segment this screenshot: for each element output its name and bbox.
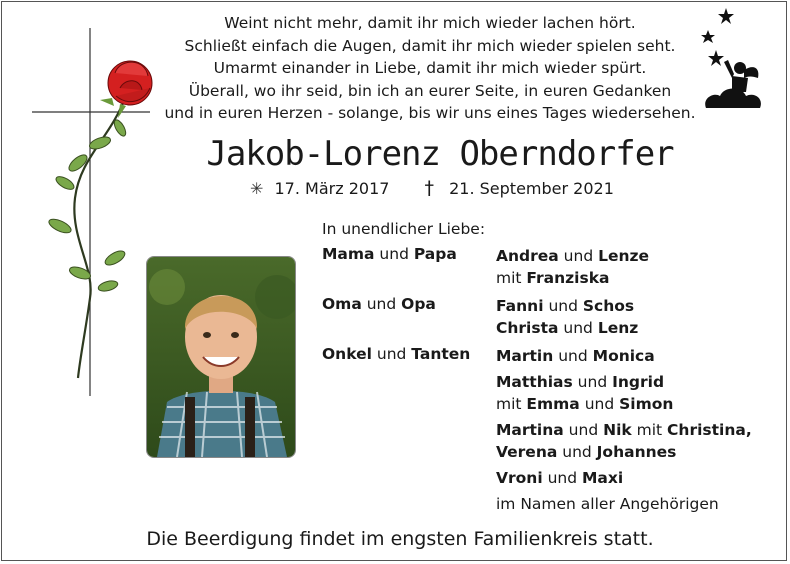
family-entry [496, 295, 634, 317]
family-name: Tanten [411, 345, 471, 363]
family-name: Emma [526, 395, 580, 413]
deceased-name: Jakob-Lorenz Oberndorfer [206, 134, 674, 174]
family-entry [496, 441, 676, 463]
poem-line: Überall, wo ihr seid, bin ich an eurer Seite, in euren Gedanken [188, 81, 672, 100]
conjunction: und [579, 395, 620, 413]
star-icon [718, 8, 734, 24]
family-entry [496, 345, 655, 367]
family-entry [496, 419, 752, 441]
family-name: Maxi [581, 469, 624, 487]
family-name: Fanni [496, 297, 544, 315]
family-name: Franziska [526, 269, 610, 287]
life-dates [250, 177, 614, 199]
family-name: Christa [496, 319, 559, 337]
conjunction: mit [496, 269, 527, 287]
conjunction: mit [631, 421, 668, 439]
rose-cross-icon [20, 28, 160, 408]
family-group-uncles-aunts [322, 345, 470, 363]
family-entry [496, 393, 673, 415]
family-name: Onkel [322, 345, 372, 363]
family-name: Oma [322, 295, 362, 313]
family-name: Vroni [496, 469, 543, 487]
conjunction: und [374, 245, 414, 263]
poem-line: Weint nicht mehr, damit ihr mich wieder lachen hört. [224, 14, 636, 32]
family-name: Ingrid [612, 373, 665, 391]
family-group-grandparents [322, 295, 436, 313]
conjunction: und [572, 373, 613, 391]
poem-line: Schließt einfach die Augen, damit ihr mich wieder spielen seht. [184, 36, 676, 55]
conjunction: und [553, 347, 593, 365]
family-name: Mama [322, 245, 375, 263]
conjunction: und [558, 319, 598, 337]
family-name: Lenz [597, 319, 639, 337]
family-name: Martina [496, 421, 564, 439]
conjunction: und [543, 297, 583, 315]
family-entry [496, 317, 638, 339]
poem-line: und in euren Herzen - solange, bis wir uns eines Tages wiedersehen. [164, 104, 696, 123]
conjunction: mit [496, 395, 527, 413]
family-name: Martin [496, 347, 554, 365]
family-name: Simon [619, 395, 674, 413]
family-name: Nik [603, 421, 632, 439]
family-closing: im Namen aller Angehörigen [496, 495, 719, 513]
family-name: Papa [413, 245, 457, 263]
family-name: Matthias [496, 373, 573, 391]
family-name: Schos [582, 297, 635, 315]
family-name: Monica [592, 347, 655, 365]
conjunction: und [542, 469, 582, 487]
conjunction: und [371, 345, 412, 363]
intro-text: In unendlicher Liebe: [322, 220, 486, 238]
poem [140, 12, 720, 125]
conjunction: und [557, 443, 597, 461]
birth-star-icon: ✳ [250, 179, 264, 198]
family-entry [496, 267, 610, 289]
family-entry [496, 371, 664, 393]
family-name: Verena [496, 443, 558, 461]
funeral-notice: Die Beerdigung findet im engsten Familienkreis statt. [146, 528, 654, 550]
conjunction: und [558, 247, 599, 265]
family-entry [496, 467, 623, 489]
family-group-parents [322, 245, 457, 263]
birth-date: 17. März 2017 [274, 179, 390, 198]
poem-line: Umarmt einander in Liebe, damit ihr mich wieder spürt. [213, 59, 647, 78]
family-entry [496, 245, 649, 267]
conjunction: und [361, 295, 402, 313]
conjunction: und [563, 421, 604, 439]
child-portrait-photo [146, 256, 296, 458]
family-name: Christina, [667, 421, 752, 439]
family-name: Opa [401, 295, 436, 313]
family-name: Johannes [596, 443, 677, 461]
death-cross-icon: † [424, 177, 435, 199]
death-date: 21. September 2021 [449, 179, 614, 198]
family-name: Lenze [598, 247, 650, 265]
family-name: Andrea [496, 247, 559, 265]
